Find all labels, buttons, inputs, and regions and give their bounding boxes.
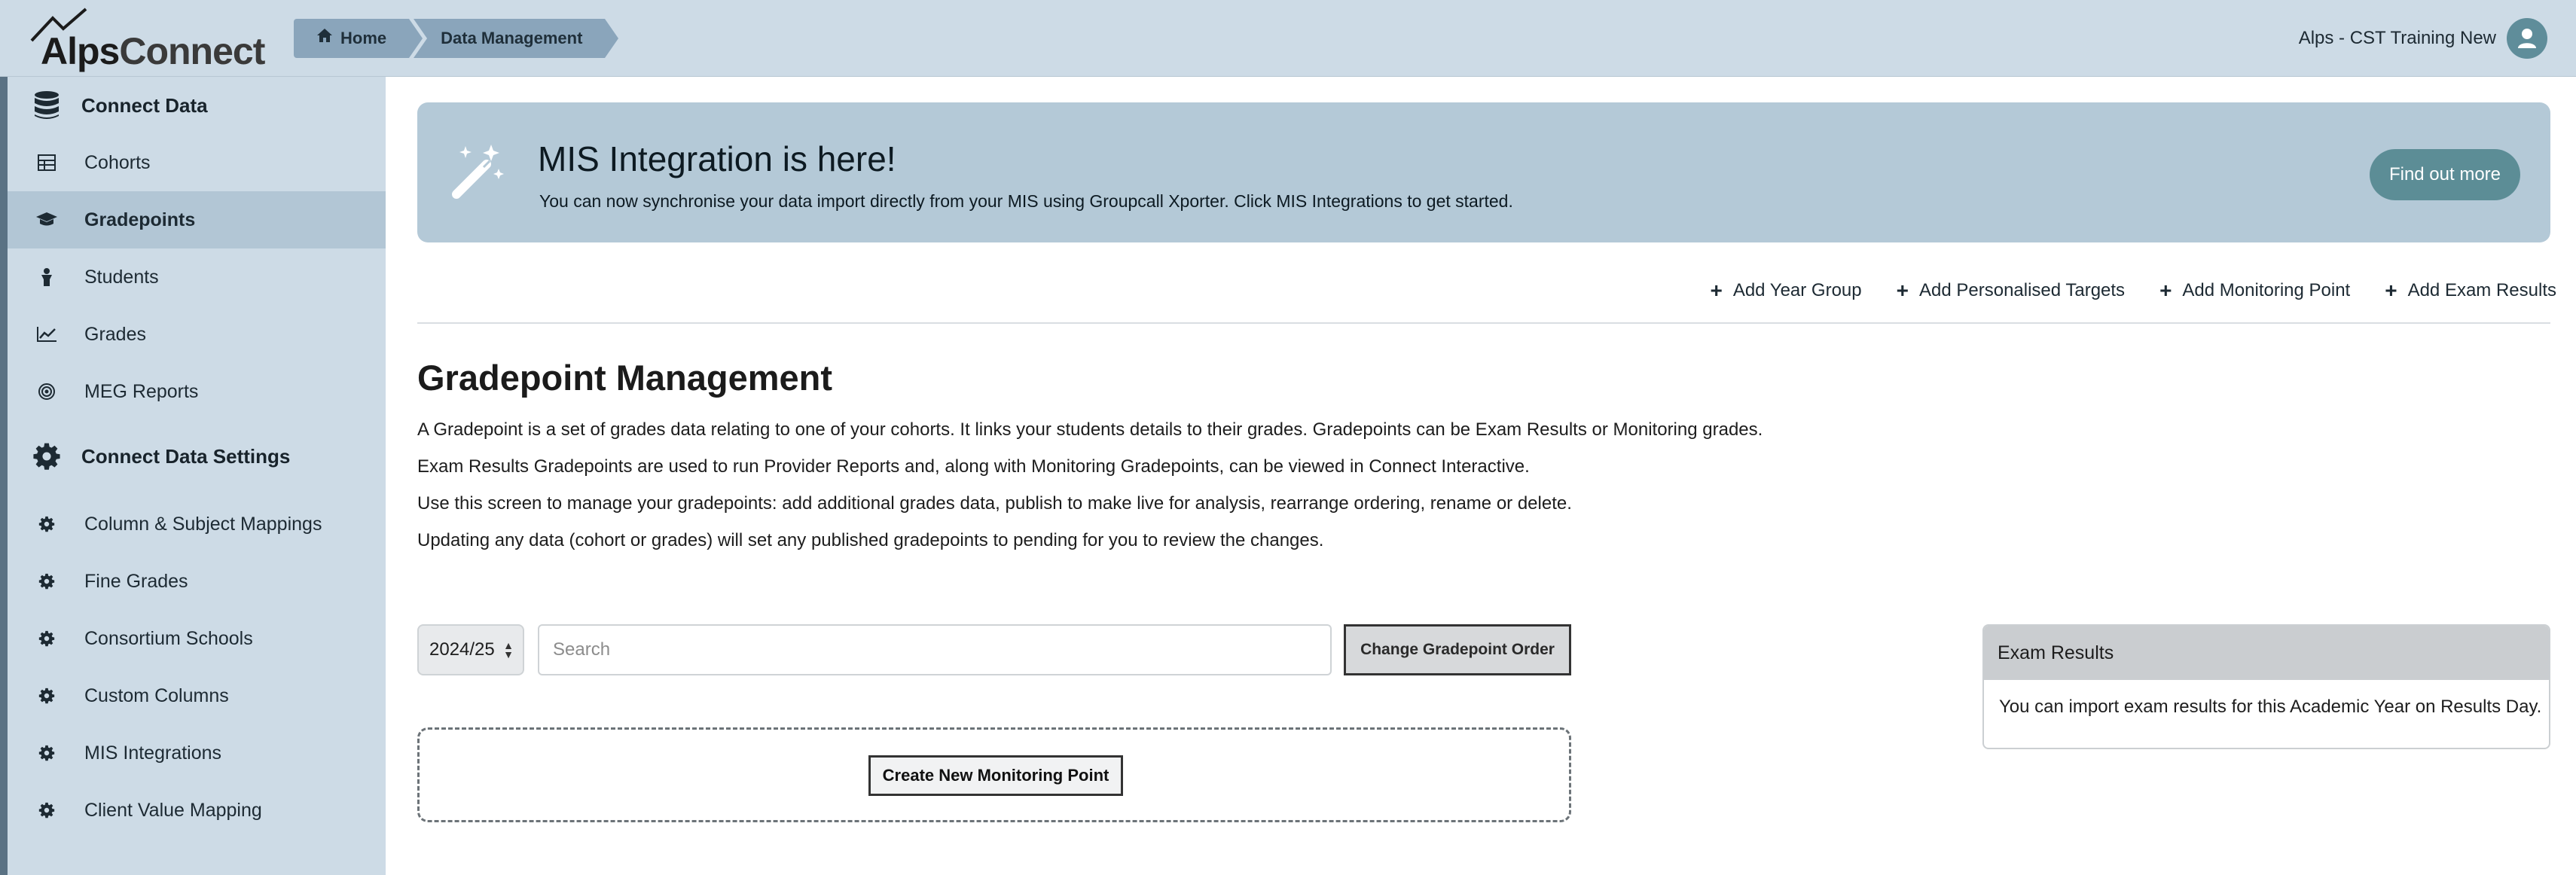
sidebar-section-connect-data[interactable]	[8, 77, 386, 134]
academic-year-select[interactable]	[417, 624, 524, 675]
mis-integration-banner	[417, 102, 2550, 242]
sidebar	[0, 77, 386, 875]
find-out-more-button[interactable]: Find out more	[2370, 149, 2520, 200]
divider	[417, 322, 2550, 324]
account-name: Alps - CST Training New	[2298, 28, 2496, 48]
description-line-1: A Gradepoint is a set of grades data relating to one of your cohorts. It links your students details to their grades. Gradepoints can be Exam Results or Monitoring grades.	[417, 419, 1763, 440]
sidebar-item-gradepoints[interactable]	[8, 191, 386, 248]
add-year-group-label: Add Year Group	[1732, 280, 1862, 300]
sidebar-item-fine-grades[interactable]	[8, 553, 386, 610]
exam-results-card-title: Exam Results	[1984, 626, 2549, 680]
sidebar-label-cohorts: Cohorts	[84, 151, 151, 173]
exam-results-card-text: You can import exam results for this Academic Year on Results Day.	[1999, 697, 2542, 717]
target-icon	[32, 383, 62, 401]
breadcrumb	[294, 19, 605, 58]
breadcrumb-data-management[interactable]	[414, 19, 605, 58]
home-icon	[316, 18, 333, 57]
create-new-monitoring-point-button[interactable]: Create New Monitoring Point	[868, 755, 1123, 796]
line-chart-icon	[32, 326, 62, 343]
sidebar-item-consortium-schools[interactable]	[8, 610, 386, 667]
alps-connect-logo[interactable]	[30, 8, 271, 71]
change-gradepoint-order-button[interactable]: Change Gradepoint Order	[1344, 624, 1571, 675]
select-arrows-icon: ▲ ▼	[503, 639, 514, 660]
sidebar-label-grades: Grades	[84, 323, 146, 345]
description-line-3: Use this screen to manage your gradepoints: add additional grades data, publish to make live for analysis, rearrange ordering, rename or delete.	[417, 493, 1572, 514]
sidebar-label-column-subject-mappings: Column & Subject Mappings	[84, 513, 322, 535]
description-line-4: Updating any data (cohort or grades) will set any published gradepoints to pending for you to review the changes.	[417, 530, 1324, 550]
action-links	[1710, 280, 2556, 301]
gear-icon	[32, 630, 62, 647]
sidebar-item-cohorts[interactable]	[8, 134, 386, 191]
logo-text-alps: Alps	[41, 30, 120, 72]
gear-icon	[32, 442, 62, 471]
description-line-2: Exam Results Gradepoints are used to run Provider Reports and, along with Monitoring Gradepoints, can be viewed in Connect Interactive.	[417, 456, 1530, 477]
sidebar-label-custom-columns: Custom Columns	[84, 684, 229, 706]
database-icon	[32, 90, 62, 120]
sidebar-item-students[interactable]	[8, 248, 386, 306]
plus-icon: +	[1896, 279, 1909, 302]
sidebar-item-meg-reports[interactable]	[8, 363, 386, 420]
logo-text-connect: Connect	[119, 30, 265, 72]
plus-icon: +	[2385, 279, 2397, 302]
table-icon	[32, 154, 62, 171]
page-title: Gradepoint Management	[417, 358, 833, 398]
exam-results-card	[1982, 624, 2550, 749]
breadcrumb-home-label: Home	[340, 29, 387, 47]
sidebar-item-client-value-mapping[interactable]	[8, 782, 386, 839]
gear-icon	[32, 688, 62, 704]
student-icon	[32, 267, 62, 287]
account-menu[interactable]	[2299, 18, 2547, 59]
sidebar-section-connect-data-settings[interactable]	[8, 428, 386, 485]
gear-icon	[32, 573, 62, 590]
sidebar-label-consortium-schools: Consortium Schools	[84, 627, 253, 649]
add-personalised-targets-label: Add Personalised Targets	[1919, 280, 2126, 300]
main-content	[386, 77, 2576, 875]
sidebar-label-connect-data: Connect Data	[81, 93, 208, 117]
sidebar-item-mis-integrations[interactable]	[8, 724, 386, 782]
add-personalised-targets-link[interactable]	[1897, 280, 2125, 301]
gear-icon	[32, 802, 62, 819]
sidebar-label-mis-integrations: MIS Integrations	[84, 742, 222, 764]
sidebar-label-client-value-mapping: Client Value Mapping	[84, 799, 262, 821]
breadcrumb-data-management-label: Data Management	[441, 29, 583, 47]
sidebar-label-fine-grades: Fine Grades	[84, 570, 188, 592]
search-input[interactable]	[538, 624, 1332, 675]
add-exam-results-link[interactable]	[2385, 280, 2556, 301]
sidebar-label-gradepoints: Gradepoints	[84, 209, 196, 230]
sidebar-item-grades[interactable]	[8, 306, 386, 363]
sidebar-item-custom-columns[interactable]	[8, 667, 386, 724]
plus-icon: +	[2159, 279, 2172, 302]
sidebar-label-students: Students	[84, 266, 159, 288]
sidebar-item-column-subject-mappings[interactable]	[8, 495, 386, 553]
banner-text: You can now synchronise your data import directly from your MIS using Groupcall Xporter. Click MIS Integrations to get started.	[539, 191, 1513, 211]
gear-icon	[32, 516, 62, 532]
banner-title: MIS Integration is here!	[538, 139, 896, 178]
academic-year-value: 2024/25	[429, 639, 495, 660]
user-avatar-icon[interactable]	[2507, 18, 2547, 59]
sidebar-label-meg-reports: MEG Reports	[84, 380, 199, 402]
plus-icon: +	[1710, 279, 1723, 302]
monitoring-point-dropzone	[417, 727, 1571, 822]
add-monitoring-point-label: Add Monitoring Point	[2182, 280, 2351, 300]
magic-wand-icon	[447, 142, 508, 206]
graduation-cap-icon	[32, 212, 62, 228]
gear-icon	[32, 745, 62, 761]
add-monitoring-point-link[interactable]	[2159, 280, 2350, 301]
sidebar-label-connect-data-settings: Connect Data Settings	[81, 444, 291, 468]
add-exam-results-label: Add Exam Results	[2407, 280, 2556, 300]
breadcrumb-home[interactable]	[294, 19, 409, 58]
add-year-group-link[interactable]	[1710, 280, 1861, 301]
top-bar	[0, 0, 2576, 77]
